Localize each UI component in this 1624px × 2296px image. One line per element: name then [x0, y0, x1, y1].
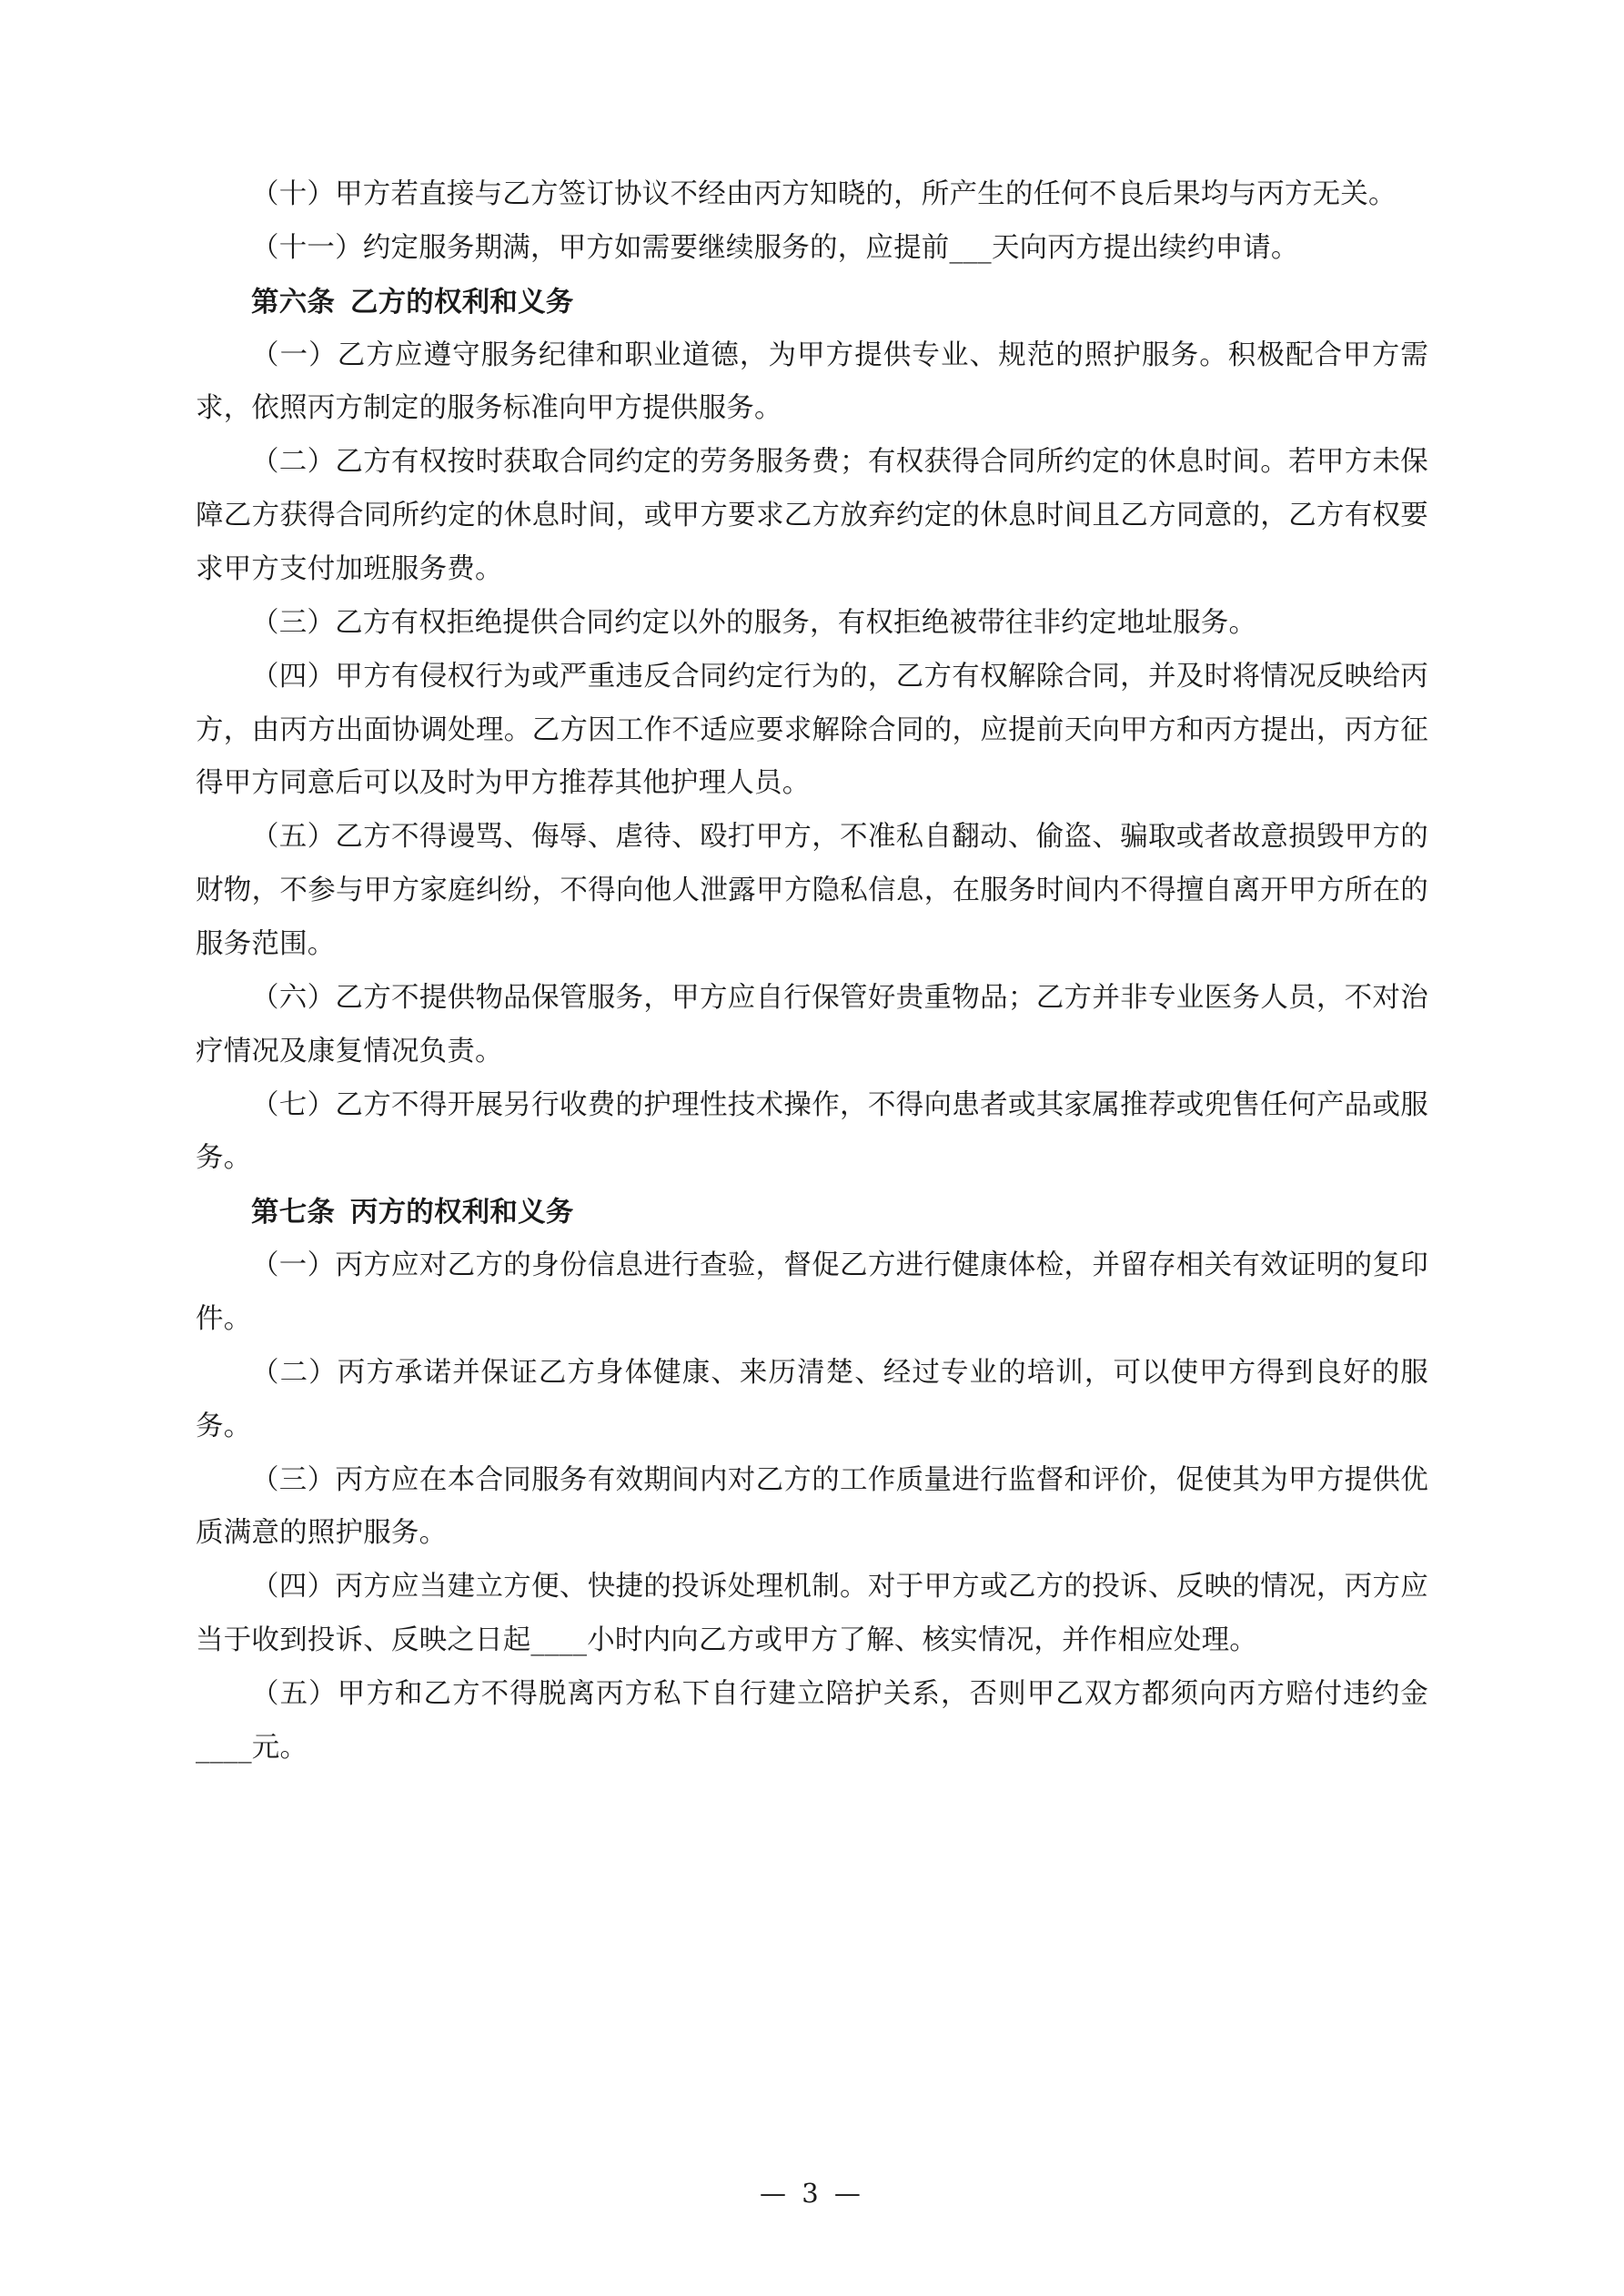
paragraph: （十一）约定服务期满，甲方如需要继续服务的，应提前___天向丙方提出续约申请。 [251, 231, 1299, 264]
paragraph: （一）丙方应对乙方的身份信息进行查验，督促乙方进行健康体检，并留存相关有效证明的复印件。 [196, 1249, 1428, 1336]
section-label: 第七条 [251, 1196, 336, 1229]
section-title: 乙方的权利和义务 [349, 285, 574, 319]
paragraph: （五）甲方和乙方不得脱离丙方私下自行建立陪护关系，否则甲乙双方都须向丙方赔付违约金____元。 [196, 1678, 1428, 1764]
document-body [196, 168, 1428, 1775]
paragraph: （二）乙方有权按时获取合同约定的劳务服务费；有权获得合同所约定的休息时间。若甲方未保障乙方获得合同所约定的休息时间，或甲方要求乙方放弃约定的休息时间且乙方同意的，乙方有权要求甲方支付加班服务费。 [196, 446, 1428, 586]
section-heading-6 [196, 276, 1428, 329]
paragraph: （十）甲方若直接与乙方签订协议不经由丙方知晓的，所产生的任何不良后果均与丙方无关。 [251, 178, 1397, 210]
section-heading-7 [196, 1186, 1428, 1239]
paragraph: （六）乙方不提供物品保管服务，甲方应自行保管好贵重物品；乙方并非专业医务人员，不对治疗情况及康复情况负责。 [196, 981, 1428, 1067]
paragraph: （三）乙方有权拒绝提供合同约定以外的服务，有权拒绝被带往非约定地址服务。 [251, 606, 1257, 639]
paragraph: （三）丙方应在本合同服务有效期间内对乙方的工作质量进行监督和评价，促使其为甲方提供优质满意的照护服务。 [196, 1463, 1428, 1550]
paragraph: （一）乙方应遵守服务纪律和职业道德，为甲方提供专业、规范的照护服务。积极配合甲方需求，依照丙方制定的服务标准向甲方提供服务。 [196, 339, 1428, 425]
section-label: 第六条 [251, 285, 336, 319]
paragraph: （二）丙方承诺并保证乙方身体健康、来历清楚、经过专业的培训，可以使甲方得到良好的服务。 [196, 1356, 1428, 1442]
section-title: 丙方的权利和义务 [349, 1196, 574, 1229]
paragraph: （七）乙方不得开展另行收费的护理性技术操作，不得向患者或其家属推荐或兜售任何产品或服务。 [196, 1088, 1428, 1175]
paragraph: （五）乙方不得谩骂、侮辱、虐待、殴打甲方，不准私自翻动、偷盗、骗取或者故意损毁甲方的财物，不参与甲方家庭纠纷，不得向他人泄露甲方隐私信息，在服务时间内不得擅自离开甲方所在的服务范围。 [196, 821, 1428, 961]
page-number: — 3 — [760, 2178, 864, 2209]
paragraph: （四）丙方应当建立方便、快捷的投诉处理机制。对于甲方或乙方的投诉、反映的情况，丙方应当于收到投诉、反映之日起____小时内向乙方或甲方了解、核实情况，并作相应处理。 [196, 1571, 1428, 1657]
paragraph: （四）甲方有侵权行为或严重违反合同约定行为的，乙方有权解除合同，并及时将情况反映给丙方，由丙方出面协调处理。乙方因工作不适应要求解除合同的，应提前天向甲方和丙方提出，丙方征得甲方同意后可以及时为甲方推荐其他护理人员。 [196, 660, 1428, 800]
